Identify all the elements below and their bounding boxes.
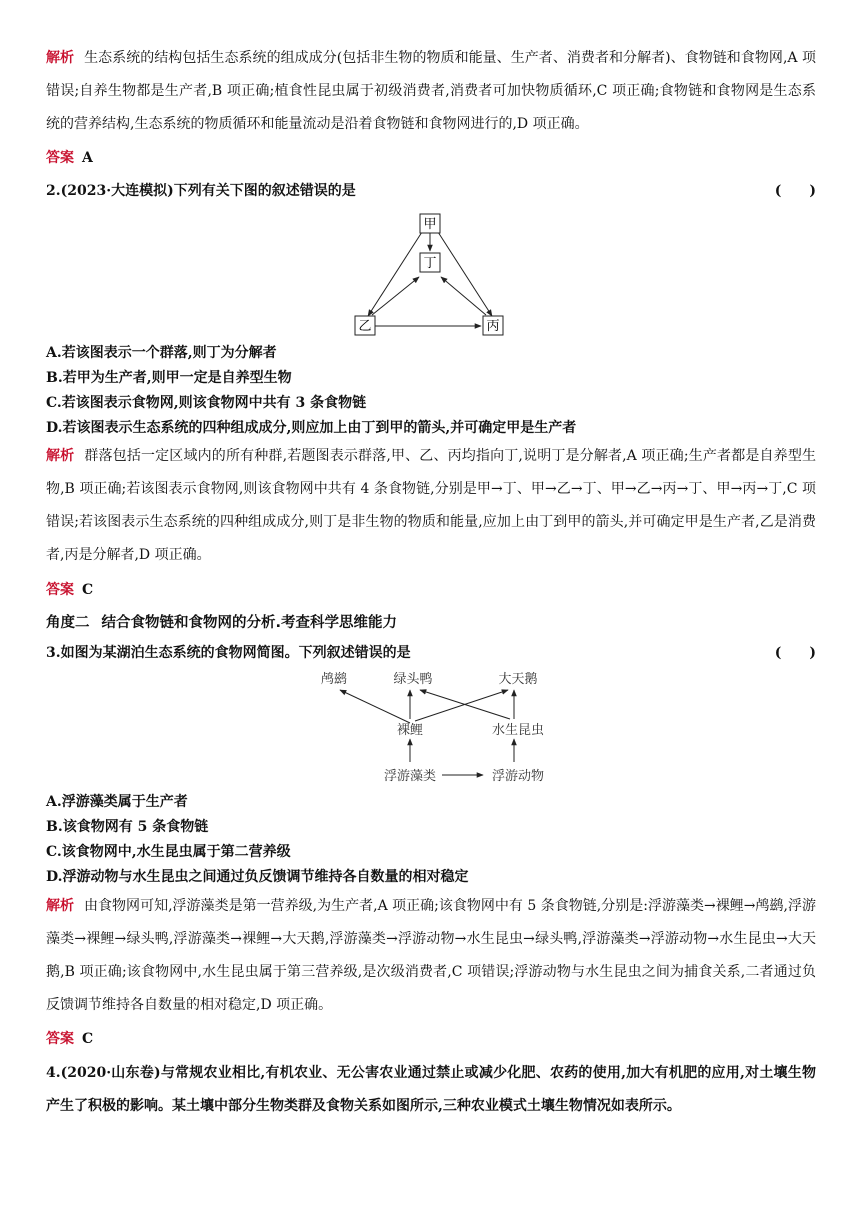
node-insect: 水生昆虫 bbox=[491, 723, 545, 738]
answer-paren-3: ( ) bbox=[774, 645, 816, 661]
answer-line-2 bbox=[46, 580, 93, 600]
analysis-label: 解析 bbox=[46, 898, 75, 914]
node-mallard: 绿头鸭 bbox=[393, 672, 433, 687]
arrow-jia-bing bbox=[438, 232, 492, 316]
node-yi: 乙 bbox=[358, 319, 372, 334]
diagram-ecosystem bbox=[340, 205, 520, 340]
answer-paren-2: ( ) bbox=[774, 183, 816, 199]
node-jia: 甲 bbox=[423, 217, 437, 232]
question-2-option-d: D.若该图表示生态系统的四种组成成分,则应加上由丁到甲的箭头,并可确定甲是生产者 bbox=[46, 420, 577, 436]
question-2-text: 2.(2023·大连模拟)下列有关下图的叙述错误的是 bbox=[46, 183, 356, 199]
node-bing: 丙 bbox=[486, 319, 500, 334]
question-3-text: 3.如图为某湖泊生态系统的食物网简图。下列叙述错误的是 bbox=[46, 645, 411, 661]
node-grebe: 鸬鹚 bbox=[320, 672, 348, 687]
analysis-paragraph-2 bbox=[46, 440, 816, 572]
answer-value-3: C bbox=[82, 1031, 94, 1047]
arrow-jia-yi bbox=[368, 232, 422, 316]
node-algae: 浮游藻类 bbox=[383, 769, 437, 784]
arrow-carp-grebe bbox=[340, 690, 410, 723]
answer-label: 答案 bbox=[46, 582, 74, 598]
question-2-option-c: C.若该图表示食物网,则该食物网中共有 3 条食物链 bbox=[46, 395, 367, 411]
analysis-paragraph-3 bbox=[46, 890, 816, 1022]
analysis-text-1: 生态系统的结构包括生态系统的组成成分(包括非生物的物质和能量、生产者、消费者和分解者)、食物链和食物网,A 项错误;自养生物都是生产者,B 项正确;植食性昆虫属于初级消费者,消费者可加快物质循环,C 项正确;食物链和食物网是生态系统的营养结构,生态系统的物质循环和能量流动是沿着食物链和食物网进行的,D 项正确。 bbox=[46, 50, 816, 132]
arrow-carp-swan bbox=[415, 690, 508, 721]
question-3-option-b: B.该食物网有 5 条食物链 bbox=[46, 819, 209, 835]
analysis-text-3: 由食物网可知,浮游藻类是第一营养级,为生产者,A 项正确;该食物网中有 5 条食物链,分别是:浮游藻类→裸鲤→鸬鹚,浮游藻类→裸鲤→绿头鸭,浮游藻类→裸鲤→大天鹅,浮游藻类→浮游动物→水生昆虫→绿头鸭,浮游藻类→浮游动物→水生昆虫→大天鹅,B 项正确;该食物网中,水生昆虫属于第三营养级,是次级消费者,C 项错误;浮游动物与水生昆虫之间为捕食关系,二者通过负反馈调节维持各自数量的相对稳定,D 项正确。 bbox=[46, 898, 817, 1013]
question-3-option-d: D.浮游动物与水生昆虫之间通过负反馈调节维持各自数量的相对稳定 bbox=[46, 869, 469, 885]
answer-line-1 bbox=[46, 148, 93, 168]
analysis-label: 解析 bbox=[46, 50, 75, 66]
answer-value-1: A bbox=[82, 150, 93, 166]
node-zooplankton: 浮游动物 bbox=[491, 769, 545, 784]
question-4-stem: 4.(2020·山东卷)与常规农业相比,有机农业、无公害农业通过禁止或减少化肥、农药的使用,加大有机肥的应用,对土壤生物产生了积极的影响。某土壤中部分生物类群及食物关系如图所示,三种农业模式土壤生物情况如表所示。 bbox=[46, 1065, 816, 1114]
answer-label: 答案 bbox=[46, 1031, 74, 1047]
section-index: 角度二 bbox=[46, 615, 90, 631]
question-3-stem bbox=[46, 643, 816, 663]
question-2-stem bbox=[46, 181, 816, 201]
question-3-option-c: C.该食物网中,水生昆虫属于第二营养级 bbox=[46, 844, 291, 860]
analysis-label: 解析 bbox=[46, 448, 75, 464]
analysis-text-2: 群落包括一定区域内的所有种群,若题图表示群落,甲、乙、丙均指向丁,说明丁是分解者,A 项正确;生产者都是自养型生物,B 项正确;若该图表示食物网,则该食物网中共有 4 条食物链,分别是甲→丁、甲→乙→丁、甲→乙→丙→丁、甲→丙→丁,C 项错误;若该图表示生态系统的四种组成成分,则丁是非生物的物质和能量,应加上由丁到甲的箭头,并可确定甲是生产者,乙是消费者,丙是分解者,D 项正确。 bbox=[46, 448, 817, 563]
analysis-paragraph-1 bbox=[46, 42, 816, 141]
answer-value-2: C bbox=[82, 582, 94, 598]
section-title: 结合食物链和食物网的分析.考查科学思维能力 bbox=[101, 615, 398, 631]
question-2-option-b: B.若甲为生产者,则甲一定是自养型生物 bbox=[46, 370, 292, 386]
question-2-option-a: A.若该图表示一个群落,则丁为分解者 bbox=[46, 345, 277, 361]
node-carp: 裸鲤 bbox=[396, 723, 424, 738]
diagram-food-web bbox=[300, 665, 560, 790]
node-ding: 丁 bbox=[423, 256, 437, 271]
answer-label: 答案 bbox=[46, 150, 74, 166]
question-3-option-a: A.浮游藻类属于生产者 bbox=[46, 794, 188, 810]
section-heading bbox=[46, 613, 397, 633]
arrow-yi-ding bbox=[372, 277, 419, 315]
answer-line-3 bbox=[46, 1029, 93, 1049]
node-swan: 大天鹅 bbox=[498, 672, 538, 687]
